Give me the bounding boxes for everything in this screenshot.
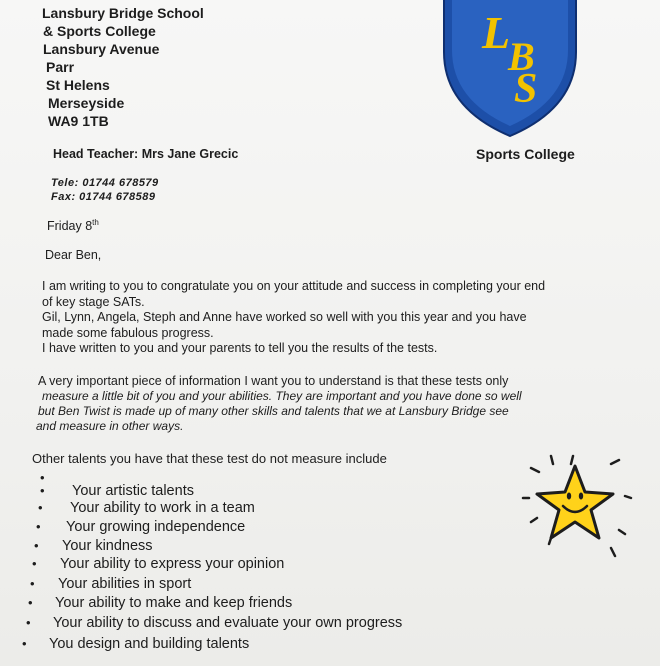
list-item — [30, 576, 191, 592]
list-item-text: You design and building talents — [49, 636, 250, 652]
list-item-text: Your artistic talents — [72, 483, 194, 499]
date-suffix: th — [92, 218, 99, 227]
list-item — [22, 636, 249, 652]
bullet-icon: • — [40, 470, 45, 485]
bullet-icon: • — [32, 556, 37, 571]
list-item-text: Your kindness — [62, 538, 153, 554]
list-item-text: Your ability to make and keep friends — [55, 595, 293, 611]
crest-letter-s: S — [514, 66, 538, 112]
bullet-icon: • — [22, 636, 27, 651]
address-county: Merseyside — [48, 95, 125, 111]
paragraph-important-info — [36, 374, 636, 434]
list-item — [32, 556, 284, 572]
school-address — [42, 4, 204, 130]
paragraph-line: but Ben Twist is made up of many other skills and talents that we at Lansbury Bridge see — [38, 404, 509, 418]
paragraph-congratulations — [42, 279, 637, 357]
address-school: Lansbury Bridge School — [42, 5, 204, 21]
paragraph-line: and measure in other ways. — [36, 419, 184, 433]
contact-numbers — [51, 176, 159, 204]
address-postcode: WA9 1TB — [48, 113, 109, 129]
bullet-icon: • — [36, 519, 41, 534]
paragraph-line: A very important piece of information I want you to understand is that these tests only — [38, 374, 509, 388]
crest-letter-l: L — [482, 7, 511, 58]
bullet-icon: • — [26, 615, 31, 630]
list-item — [28, 595, 292, 611]
list-item — [34, 538, 153, 554]
address-town: St Helens — [46, 77, 110, 93]
crest-letter-b: B — [508, 34, 535, 79]
fax: Fax: 01744 678589 — [51, 191, 156, 203]
bullet-icon: • — [34, 538, 39, 553]
address-college: & Sports College — [43, 23, 156, 39]
paragraph-line: made some fabulous progress. — [42, 325, 214, 340]
address-area: Parr — [46, 59, 75, 75]
list-item — [40, 483, 194, 499]
address-street: Lansbury Avenue — [43, 41, 160, 57]
list-item — [38, 500, 255, 516]
paragraph-line: measure a little bit of you and your abilities. They are important and you have done so well — [42, 389, 522, 403]
school-crest-logo — [430, 0, 590, 140]
head-teacher: Head Teacher: Mrs Jane Grecic — [53, 147, 239, 161]
sports-college-label: Sports College — [476, 146, 575, 162]
list-item — [36, 519, 245, 535]
list-item-text: Your abilities in sport — [58, 576, 192, 592]
bullet-icon: • — [38, 500, 43, 515]
letter-date — [47, 218, 99, 233]
date-day: Friday 8 — [47, 219, 93, 234]
paragraph-line: I am writing to you to congratulate you on your attitude and success in completing your end — [42, 279, 546, 293]
list-item-text: Your growing independence — [66, 519, 246, 535]
smiling-star-icon — [515, 452, 635, 562]
list-item — [26, 615, 402, 631]
bullet-icon: • — [30, 576, 35, 591]
paragraph-line: Gil, Lynn, Angela, Steph and Anne have worked so well with you this year and you have — [42, 310, 527, 324]
greeting: Dear Ben, — [45, 248, 102, 262]
list-item-text: Your ability to express your opinion — [60, 556, 285, 572]
paragraph-line: I have written to you and your parents to tell you the results of the tests. — [42, 341, 438, 355]
other-talents-intro: Other talents you have that these test do not measure include — [32, 451, 387, 466]
telephone: Tele: 01744 678579 — [51, 177, 159, 189]
list-item-text: Your ability to work in a team — [70, 500, 255, 516]
list-item-text: Your ability to discuss and evaluate your own progress — [53, 615, 403, 631]
bullet-icon: • — [40, 483, 45, 498]
paragraph-line: of key stage SATs. — [42, 294, 145, 309]
bullet-icon: • — [28, 595, 33, 610]
